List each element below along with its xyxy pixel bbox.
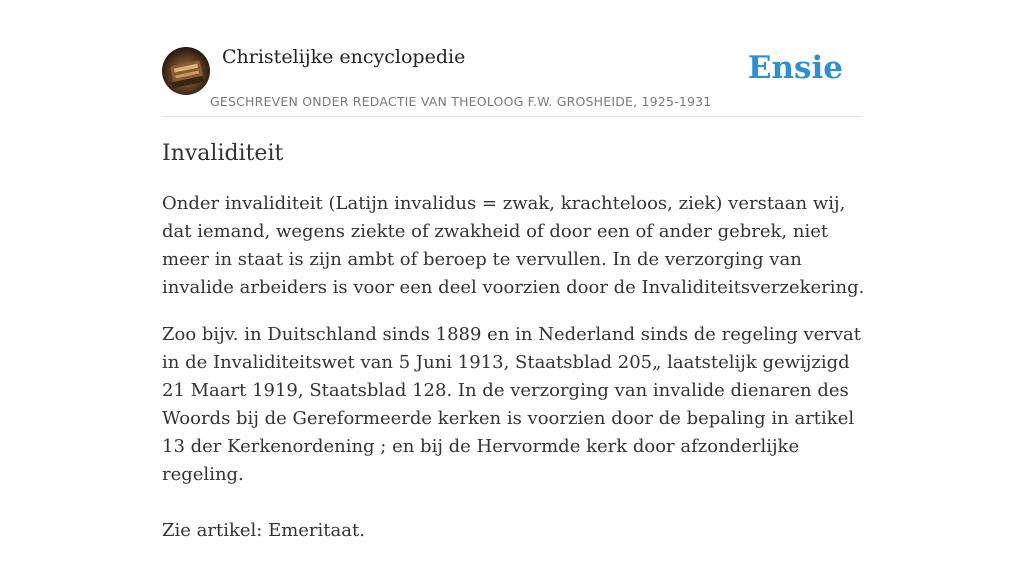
avatar[interactable] (162, 47, 210, 95)
ensie-logo-link[interactable]: Ensie (747, 50, 843, 86)
article-paragraph: Onder invaliditeit (Latijn invalidus = zwak, krachteloos, ziek) verstaan wij, dat iemand, wegens ziekte of zwakheid of door een of ander gebrek, niet meer in staat is zijn ambt of beroep te vervullen. In de verzorging van invalide arbeiders is voor een deel voorzien door de Invaliditeitsverzekering. (162, 193, 865, 298)
site-title[interactable]: Christelijke encyclopedie (222, 46, 466, 68)
article-title: Invaliditeit (162, 141, 284, 166)
article-paragraph: Zoo bijv. in Duitschland sinds 1889 en in Nederland sinds de regeling vervat in de Invaliditeitswet van 5 Juni 1913, Staatsblad 205„ laatstelijk gewijzigd 21 Maart 1919, Staatsblad 128. In de verzorging van invalide dienaren des Woords bij de Gereformeerde kerken is voorzien door de bepaling in artikel 13 der Kerkenordening ; en bij de Hervormde kerk door afzonderlijke regeling. (162, 324, 862, 485)
header (162, 44, 862, 117)
see-also-reference[interactable]: Zie artikel: Emeritaat. (162, 520, 365, 541)
article (162, 138, 868, 564)
site-subtitle: GESCHREVEN ONDER REDACTIE VAN THEOLOOG F.W. GROSHEIDE, 1925-1931 (210, 94, 712, 109)
book-photo-icon (162, 47, 210, 95)
